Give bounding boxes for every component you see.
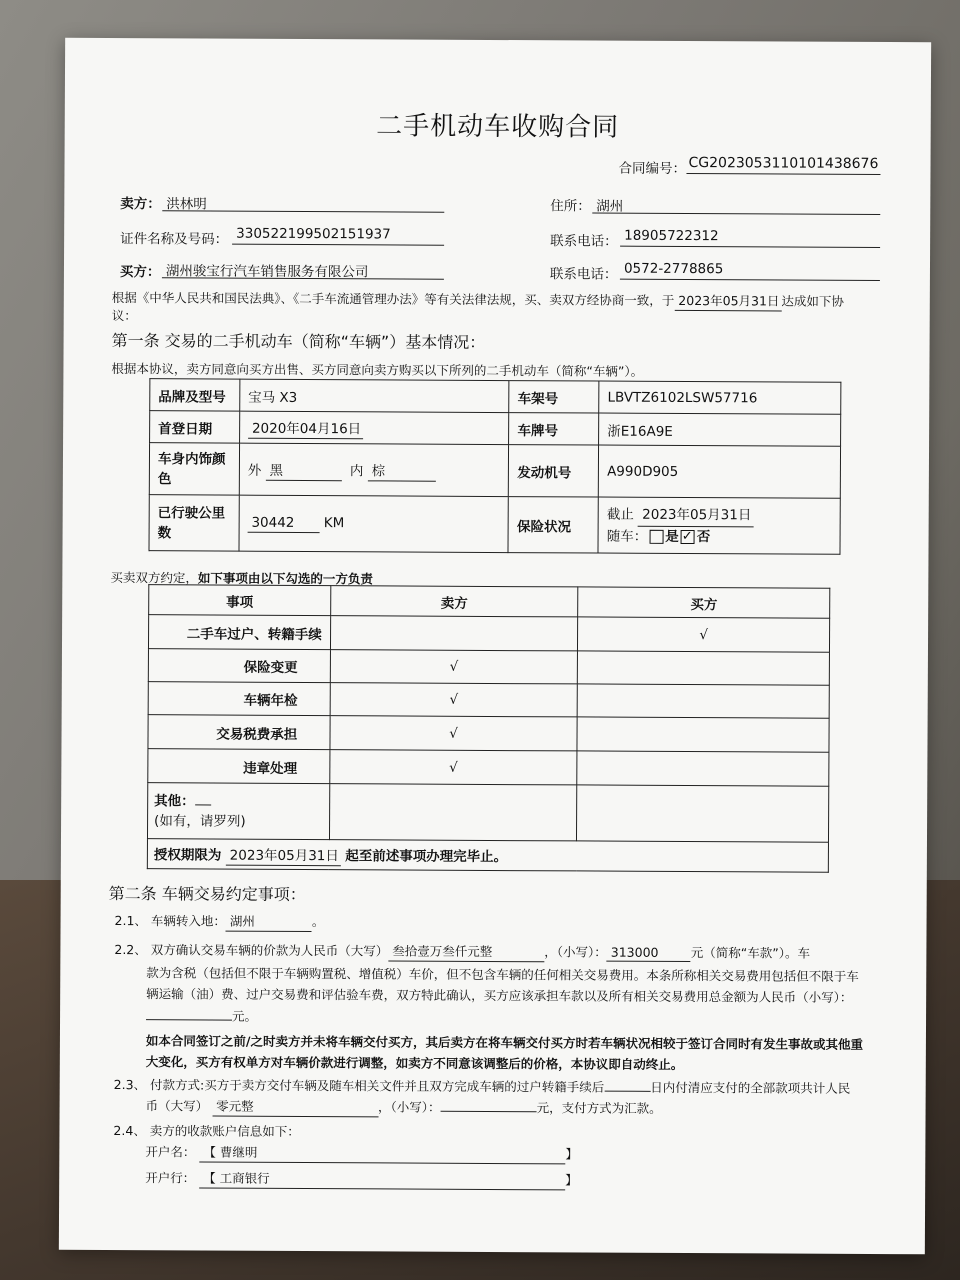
seller-name: 洪林明	[166, 196, 207, 213]
duty-seller-mark: √	[330, 683, 578, 717]
bold-note: 如本合同签订之前/之时卖方并未将车辆交付买方，其后卖方在将车辆交付买方时若车辆状况相较于签订合同时有发生事故或其他重大变化，买方有权单方对车辆价款进行调整，如卖方不同意该调整后的价格，本协议即自动终止。	[145, 1033, 864, 1072]
intro-text: 根据《中华人民共和国民法典》、《二手车流通管理办法》等有关法律法规，买、卖双方经协商一致，于 2023年05月31日 达成如下协	[112, 288, 844, 312]
duty-other-seller	[329, 784, 577, 841]
duty-seller-mark: √	[330, 650, 578, 684]
vin-value: LBVTZ6102LSW57716	[599, 381, 841, 414]
id-label: 证件名称及号码：	[120, 231, 229, 248]
duty-intro: 买卖双方约定，如下事项由以下勾选的一方负责	[110, 569, 373, 587]
duty-other-buyer	[577, 785, 829, 842]
clause-2-2-line4: 元。	[146, 1006, 257, 1025]
duty-seller-mark: √	[330, 750, 578, 785]
vehicle-info-table	[148, 378, 841, 555]
clause-2-3-line2: 币（大写） 零元整 ，（小写）： 元，支付方式为汇款。	[145, 1098, 662, 1116]
auth-date: 2023年05月31日	[226, 843, 341, 866]
duty-header-seller: 卖方	[330, 586, 578, 617]
authorization-cell: 授权期限为 2023年05月31日 起至前述事项办理完毕止。	[147, 839, 828, 873]
clause-2-1: 2.1、 车辆转入地： 湖州 。	[115, 911, 325, 932]
duty-header-item: 事项	[149, 585, 331, 616]
reg-date-label: 首登日期	[150, 411, 240, 443]
duty-item: 保险变更	[148, 649, 330, 683]
checkbox-no[interactable]	[681, 529, 695, 543]
checkbox-yes[interactable]	[649, 529, 663, 543]
intro-date: 2023年05月31日	[674, 291, 781, 312]
clause-2-2-line3: 辆运输（油）费、过户交易费和评估验车费，双方特此确认，买方应该承担车款以及所有相关交易费用总金额为人民币（小写）：	[146, 986, 853, 1005]
seller-phone: 18905722312	[624, 227, 719, 245]
intro-text-cont: 议：	[111, 307, 137, 324]
clause-2-4: 2.4、 卖方的收款账户信息如下：	[113, 1123, 300, 1139]
contract-paper	[59, 38, 931, 1255]
contract-no-label: 合同编号：	[618, 160, 687, 177]
article-1-title: 第一条 交易的二手机动车（简称“车辆”）基本情况：	[111, 330, 486, 352]
contract-no: CG2023053110101438676	[688, 155, 879, 173]
price-lower: 313000	[607, 945, 691, 962]
engine-value: A990D905	[598, 445, 840, 498]
duty-item: 违章处理	[148, 749, 330, 784]
insurance-label: 保险状况	[508, 497, 598, 553]
duty-seller-mark: √	[330, 716, 578, 751]
payment-upper: 零元整	[212, 1097, 378, 1118]
mileage-cell: 30442 KM	[239, 495, 509, 552]
article-1-text: 根据本协议，卖方同意向买方出售、买方同意向卖方购买以下所列的二手机动车（简称“车辆”）。	[111, 360, 644, 379]
destination: 湖州	[226, 912, 312, 932]
duty-buyer-mark	[577, 751, 829, 786]
address-value: 湖州	[596, 198, 624, 215]
bank-name: 工商银行	[219, 1170, 270, 1186]
price-upper: 叁拾壹万叁仟元整	[388, 941, 544, 962]
duty-buyer-mark	[578, 684, 830, 718]
buyer-name: 湖州骏宝行汽车销售服务有限公司	[165, 263, 369, 281]
duty-buyer-mark	[577, 717, 829, 752]
seller-label: 卖方：	[120, 196, 161, 213]
page-title: 二手机动车收购合同	[376, 111, 620, 143]
duty-buyer-mark	[578, 651, 830, 685]
duty-item: 交易税费承担	[148, 715, 330, 750]
vin-label: 车架号	[509, 381, 599, 413]
duty-item: 车辆年检	[148, 682, 330, 716]
reg-date-value: 2020年04月16日	[248, 416, 363, 439]
plate-value: 浙E16A9E	[599, 413, 841, 446]
color-label: 车身内饰颜色	[149, 443, 239, 495]
clause-2-2-line2: 款为含税（包括但不限于车辆购置税、增值税）车价，但不包含车辆的任何相关交易费用。本条所称相关交易费用包括但不限于车	[146, 965, 859, 984]
mileage-value: 30442	[247, 514, 319, 532]
reg-date-cell	[239, 411, 509, 444]
clause-2-3: 2.3、 付款方式:买方于卖方交付车辆及随车相关文件并且双方完成车辆的过户转籍手续后 日内付清应支付的全部款项共计人民	[113, 1077, 851, 1096]
brand-value: 宝马 X3	[240, 379, 510, 412]
account-name-row: 开户名： 【 曹继明 】	[145, 1142, 578, 1164]
buyer-phone: 0572-2778865	[623, 260, 724, 278]
mileage-label: 已行驶公里数	[149, 495, 239, 551]
duty-other-cell: 其他： (如有，请罗列)	[147, 783, 329, 840]
duty-item: 二手车过户、转籍手续	[148, 615, 330, 650]
clause-2-2: 2.2、 双方确认交易车辆的价款为人民币（大写） 叁拾壹万叁仟元整 ，（小写）： 313000 元（简称“车款”）。车	[114, 942, 811, 961]
duty-seller-mark	[330, 616, 578, 651]
color-cell: 外 黑 内 棕	[239, 443, 509, 496]
interior-color: 棕	[368, 459, 436, 481]
insurance-until: 2023年05月31日	[638, 504, 753, 527]
brand-label: 品牌及型号	[150, 379, 240, 411]
buyer-phone-label: 联系电话：	[549, 266, 618, 283]
duty-header-buyer: 买方	[578, 587, 830, 618]
duty-buyer-mark: √	[578, 617, 830, 652]
article-2-title: 第二条 车辆交易约定事项：	[108, 883, 306, 905]
exterior-color: 黑	[265, 458, 341, 480]
id-number: 330522199502151937	[236, 225, 391, 243]
buyer-label: 买方：	[119, 264, 161, 281]
address-label: 住所：	[550, 198, 591, 215]
account-name: 曹继明	[219, 1144, 258, 1160]
bank-row: 开户行： 【 工商银行 】	[145, 1168, 578, 1190]
insurance-cell: 截止 2023年05月31日 随车： 是✓ 否	[598, 497, 840, 554]
engine-label: 发动机号	[509, 445, 599, 497]
duty-table	[147, 584, 830, 873]
plate-label: 车牌号	[509, 413, 599, 445]
seller-phone-label: 联系电话：	[550, 233, 618, 250]
